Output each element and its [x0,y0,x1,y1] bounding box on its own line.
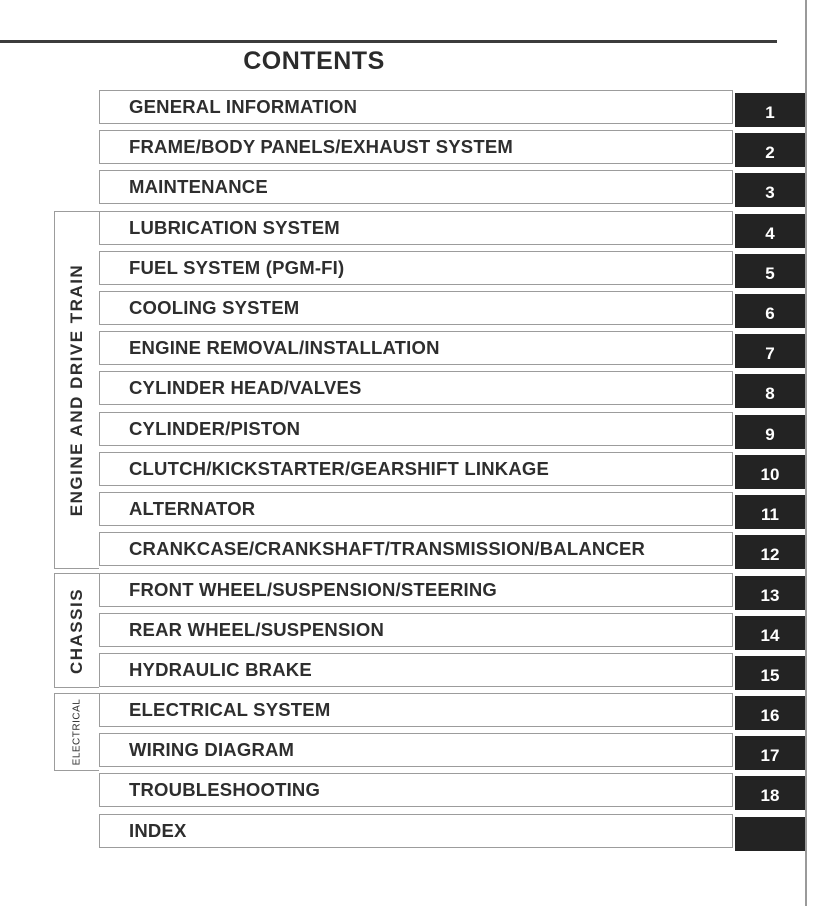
group-label-electrical: ELECTRICAL [71,698,83,766]
toc-row[interactable] [99,170,805,204]
toc-cell [99,211,733,245]
section-title: REAR WHEEL/SUSPENSION [129,619,385,640]
top-rule [0,40,777,43]
group-label-chassis: CHASSIS [67,587,86,674]
toc-cell [99,251,733,285]
section-title: ELECTRICAL SYSTEM [129,699,331,720]
toc-row[interactable] [99,452,805,486]
section-tab[interactable]: 18 [735,776,805,810]
toc-row[interactable] [99,291,805,325]
section-title: ENGINE REMOVAL/INSTALLATION [129,337,440,358]
toc-row[interactable] [99,251,805,285]
section-tab[interactable]: 13 [735,576,805,610]
section-tab[interactable]: 11 [735,495,805,529]
section-tab[interactable]: 5 [735,254,805,288]
section-tab[interactable]: 6 [735,294,805,328]
group-engine-and-drive-train [54,211,99,569]
toc-row[interactable] [99,130,805,164]
toc-cell [99,733,733,767]
toc-row[interactable] [99,653,805,687]
section-title: FRONT WHEEL/SUSPENSION/STEERING [129,579,498,600]
toc-cell [99,814,733,848]
section-title: CLUTCH/KICKSTARTER/GEARSHIFT LINKAGE [129,458,550,479]
toc-cell [99,331,733,365]
toc-row[interactable] [99,371,805,405]
section-tab[interactable]: 2 [735,133,805,167]
toc-row[interactable] [99,412,805,446]
toc-row[interactable] [99,90,805,124]
toc-cell [99,653,733,687]
toc-row[interactable] [99,773,805,807]
toc-cell [99,291,733,325]
section-title: ALTERNATOR [129,498,256,519]
section-tab[interactable]: 9 [735,415,805,449]
section-title: CYLINDER/PISTON [129,418,301,439]
page-title: CONTENTS [243,47,385,75]
toc-row[interactable] [99,492,805,526]
toc-row[interactable] [99,613,805,647]
section-title: LUBRICATION SYSTEM [129,217,340,238]
toc-cell [99,613,733,647]
section-tab[interactable]: 17 [735,736,805,770]
toc-cell [99,371,733,405]
toc-cell [99,412,733,446]
section-title: COOLING SYSTEM [129,297,300,318]
toc-cell [99,492,733,526]
section-title: WIRING DIAGRAM [129,739,295,760]
toc-cell [99,452,733,486]
section-tab[interactable]: 3 [735,173,805,207]
toc-cell [99,532,733,566]
section-title: CYLINDER HEAD/VALVES [129,377,362,398]
section-title: MAINTENANCE [129,176,268,197]
toc-row[interactable] [99,331,805,365]
toc-cell [99,90,733,124]
section-tab[interactable]: 14 [735,616,805,650]
section-tab[interactable]: 15 [735,656,805,690]
toc-row[interactable] [99,211,805,245]
section-tab[interactable]: 8 [735,374,805,408]
section-title: FRAME/BODY PANELS/EXHAUST SYSTEM [129,136,513,157]
right-edge-rule [805,0,807,906]
group-label-engine: ENGINE AND DRIVE TRAIN [67,263,86,517]
section-title: GENERAL INFORMATION [129,96,358,117]
group-chassis [54,573,99,688]
section-title: INDEX [129,820,187,841]
section-title: CRANKCASE/CRANKSHAFT/TRANSMISSION/BALANCER [129,538,646,559]
group-electrical [54,693,99,771]
section-tab[interactable]: 10 [735,455,805,489]
toc-cell [99,573,733,607]
toc-row[interactable] [99,532,805,566]
section-tab[interactable]: 16 [735,696,805,730]
section-tab[interactable]: 4 [735,214,805,248]
toc-cell [99,773,733,807]
section-tab[interactable]: 12 [735,535,805,569]
section-title: TROUBLESHOOTING [129,779,321,800]
toc-cell [99,130,733,164]
toc-row[interactable] [99,814,805,848]
toc-cell [99,170,733,204]
section-tab[interactable] [735,817,805,851]
toc-row[interactable] [99,573,805,607]
section-title: HYDRAULIC BRAKE [129,659,312,680]
toc-row[interactable] [99,693,805,727]
toc-row[interactable] [99,733,805,767]
section-tab[interactable]: 1 [735,93,805,127]
section-title: FUEL SYSTEM (PGM-FI) [129,257,345,278]
section-tab[interactable]: 7 [735,334,805,368]
toc-cell [99,693,733,727]
